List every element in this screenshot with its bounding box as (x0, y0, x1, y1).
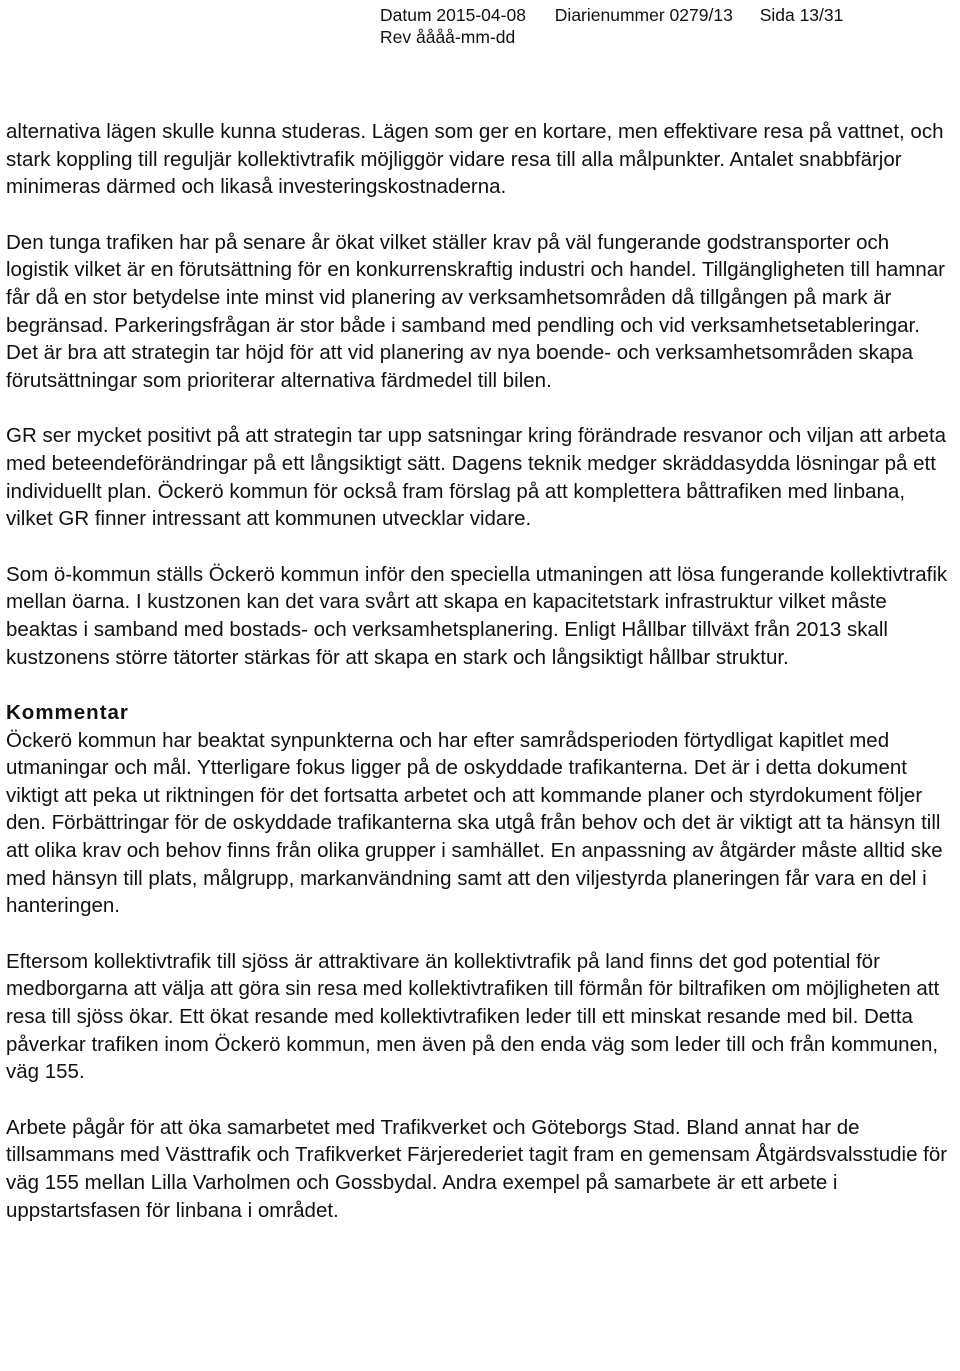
document-body (6, 118, 954, 1252)
paragraph-1: alternativa lägen skulle kunna studeras. Lägen som ger en kortare, men effektivare resa på vattnet, och stark koppling till reguljär kollektivtrafik möjliggör vidare resa till alla målpunkter. Antalet snabbfärjor minimeras därmed och likaså investeringskostnaderna. (6, 120, 944, 199)
header-revision: Rev åååå-mm-dd (380, 27, 516, 47)
paragraph-7: Arbete pågår för att öka samarbetet med Trafikverket och Göteborgs Stad. Bland annat har de tillsammans med Västtrafik och Trafikverket Färjerederiet tagit fram en gemensam Åtgärdsvalsstudie för väg 155 mellan Lilla Varholmen och Gossbydal. Andra exempel på samarbete är ett arbete i uppstartsfasen för linbana i området. (6, 1115, 948, 1222)
header-date: Datum 2015-04-08 (380, 5, 526, 25)
paragraph-5: Öckerö kommun har beaktat synpunkterna och har efter samrådsperioden förtydligat kapitlet med utmaningar och mål. Ytterligare fokus ligger på de oskyddade trafikanterna. Det är i detta dokument viktigt att peka ut riktningen för det fortsatta arbetet och att kommande planer och styrdokument följer den. Förbättringar för de oskyddade trafikanterna ska utgå från behov och det är viktigt att ta hänsyn till att olika krav och behov finns från olika grupper i samhället. En anpassning av åtgärder måste alltid ske med hänsyn till plats, målgrupp, markanvändning samt att den viljestyrda planeringen får vara en del i hanteringen. (6, 728, 943, 918)
header-diarienummer: Diarienummer 0279/13 (554, 5, 733, 25)
paragraph-4: Som ö-kommun ställs Öckerö kommun inför den speciella utmaningen att lösa fungerande kollektivtrafik mellan öarna. I kustzonen kan det vara svårt att skapa en kapacitetstark infrastruktur vilket måste beaktas i samband med bostads- och verksamhetsplanering. Enligt Hållbar tillväxt från 2013 skall kustzonens större tätorter stärkas för att skapa en stark och långsiktigt hållbar struktur. (6, 562, 948, 669)
paragraph-6: Eftersom kollektivtrafik till sjöss är attraktivare än kollektivtrafik på land finns det god potential för medborgarna att välja att göra sin resa med kollektivtrafiken till förmån för biltrafiken om möjligheten att resa till sjöss ökar. Ett ökat resande med kollektivtrafiken leder till ett minskat resande med bil. Detta påverkar trafiken inom Öckerö kommun, men även på den enda väg som leder till och från kommunen, väg 155. (6, 949, 940, 1084)
section-heading-kommentar: Kommentar (6, 701, 129, 725)
paragraph-2: Den tunga trafiken har på senare år ökat vilket ställer krav på väl fungerande godstransporter och logistik vilket är en förutsättning för en konkurrenskraftig industri och handel. Tillgängligheten till hamnar får då en stor betydelse inte minst vid planering av verksamhetsområden då tillgången på mark är begränsad. Parkeringsfrågan är stor både i samband med pendling och vid verksamhetsetableringar. Det är bra att strategin tar höjd för att vid planering av nya boende- och verksamhetsområden skapa förutsättningar som prioriterar alternativa färdmedel till bilen. (6, 230, 945, 392)
header-meta-row (380, 4, 843, 26)
page-header (0, 4, 960, 50)
paragraph-3: GR ser mycket positivt på att strategin tar upp satsningar kring förändrade resvanor och viljan att arbeta med beteendeförändringar på ett långsiktigt sätt. Dagens teknik medger skräddasydda lösningar på ett individuellt plan. Öckerö kommun för också fram förslag på att komplettera båttrafiken med linbana, vilket GR finner intressant att kommunen utvecklar vidare. (6, 424, 947, 531)
header-page-number: Sida 13/31 (759, 5, 844, 25)
